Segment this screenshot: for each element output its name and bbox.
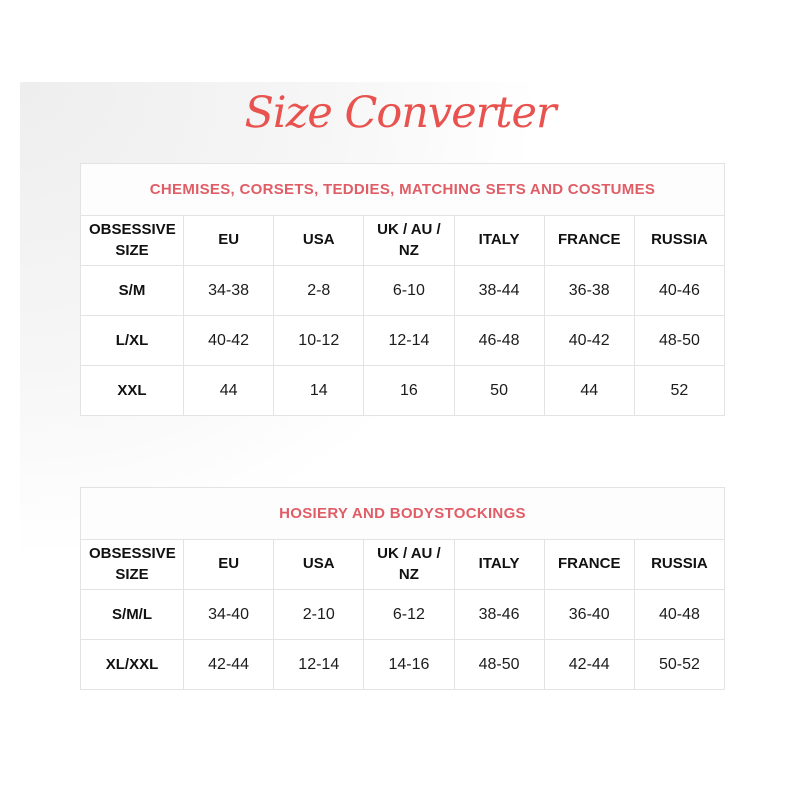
table-caption: CHEMISES, CORSETS, TEDDIES, MATCHING SETS AND COSTUMES xyxy=(81,164,725,216)
table-row xyxy=(81,590,725,640)
page-title: Size Converter xyxy=(244,88,556,138)
column-header: RUSSIA xyxy=(634,540,724,590)
column-header: EU xyxy=(184,216,274,266)
size-cell: 42-44 xyxy=(544,640,634,690)
size-cell: 50 xyxy=(454,366,544,416)
size-row-label: L/XL xyxy=(81,316,184,366)
table-caption: HOSIERY AND BODYSTOCKINGS xyxy=(81,488,725,540)
size-cell: 10-12 xyxy=(274,316,364,366)
size-cell: 40-42 xyxy=(184,316,274,366)
size-cell: 42-44 xyxy=(184,640,274,690)
column-header: UK / AU / NZ xyxy=(364,216,454,266)
size-cell: 52 xyxy=(634,366,724,416)
column-header-row xyxy=(81,216,725,266)
column-header-row xyxy=(81,540,725,590)
column-header: OBSESSIVE SIZE xyxy=(81,540,184,590)
size-table-chemises xyxy=(80,163,725,416)
column-header: UK / AU / NZ xyxy=(364,540,454,590)
column-header: RUSSIA xyxy=(634,216,724,266)
size-cell: 38-46 xyxy=(454,590,544,640)
column-header: FRANCE xyxy=(544,216,634,266)
table-row xyxy=(81,316,725,366)
column-header: EU xyxy=(184,540,274,590)
size-cell: 46-48 xyxy=(454,316,544,366)
size-cell: 44 xyxy=(544,366,634,416)
table-row xyxy=(81,366,725,416)
size-cell: 6-12 xyxy=(364,590,454,640)
size-cell: 2-8 xyxy=(274,266,364,316)
column-header: USA xyxy=(274,216,364,266)
size-row-label: XL/XXL xyxy=(81,640,184,690)
size-cell: 38-44 xyxy=(454,266,544,316)
size-cell: 36-38 xyxy=(544,266,634,316)
size-cell: 40-42 xyxy=(544,316,634,366)
column-header: ITALY xyxy=(454,540,544,590)
size-cell: 2-10 xyxy=(274,590,364,640)
size-row-label: S/M xyxy=(81,266,184,316)
size-cell: 34-38 xyxy=(184,266,274,316)
size-cell: 14 xyxy=(274,366,364,416)
table-row xyxy=(81,266,725,316)
column-header: FRANCE xyxy=(544,540,634,590)
size-cell: 40-46 xyxy=(634,266,724,316)
size-row-label: S/M/L xyxy=(81,590,184,640)
size-cell: 36-40 xyxy=(544,590,634,640)
size-table-hosiery xyxy=(80,487,725,690)
size-cell: 16 xyxy=(364,366,454,416)
table-caption-row xyxy=(81,164,725,216)
size-cell: 50-52 xyxy=(634,640,724,690)
size-cell: 12-14 xyxy=(274,640,364,690)
column-header: USA xyxy=(274,540,364,590)
size-cell: 48-50 xyxy=(634,316,724,366)
size-cell: 40-48 xyxy=(634,590,724,640)
size-row-label: XXL xyxy=(81,366,184,416)
size-cell: 6-10 xyxy=(364,266,454,316)
size-cell: 44 xyxy=(184,366,274,416)
size-cell: 48-50 xyxy=(454,640,544,690)
table-row xyxy=(81,640,725,690)
column-header: ITALY xyxy=(454,216,544,266)
column-header: OBSESSIVE SIZE xyxy=(81,216,184,266)
size-cell: 12-14 xyxy=(364,316,454,366)
size-cell: 14-16 xyxy=(364,640,454,690)
size-cell: 34-40 xyxy=(184,590,274,640)
table-caption-row xyxy=(81,488,725,540)
